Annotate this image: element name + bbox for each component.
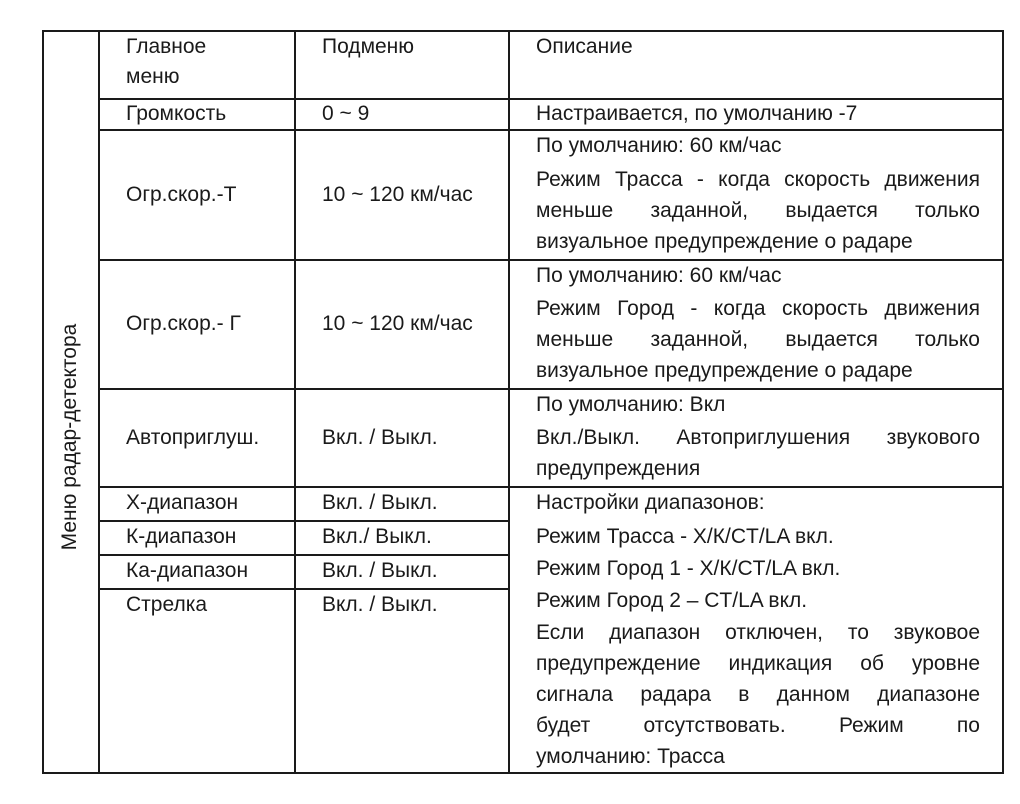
column-divider (294, 30, 296, 774)
band-desc-line: Режим Город 1 - Х/К/CT/LA вкл. (536, 557, 841, 580)
side-label-text: Меню радар-детектора (58, 323, 81, 551)
row-desc-speed-t-line: меньше заданной, выдается только (536, 199, 980, 222)
row-main-automute: Автоприглуш. (126, 426, 260, 449)
radar-menu-table (42, 30, 1004, 774)
row-sub-volume: 0 ~ 9 (322, 102, 370, 125)
row-desc-automute-line: По умолчанию: Вкл (536, 393, 726, 416)
row-main-ka-band: Ка-диапазон (126, 559, 249, 582)
band-desc-line: Если диапазон отключен, то звуковое (536, 621, 980, 644)
row-sub-ka-band: Вкл. / Выкл. (322, 559, 438, 582)
row-desc-speed-g-line: меньше заданной, выдается только (536, 328, 980, 351)
row-desc-speed-g-line: По умолчанию: 60 км/час (536, 264, 782, 287)
row-desc-volume: Настраивается, по умолчанию -7 (536, 102, 858, 125)
row-main-x-band: Х-диапазон (126, 491, 239, 514)
table-border-right (1002, 30, 1004, 774)
band-desc-line: Настройки диапазонов: (536, 491, 765, 514)
row-desc-speed-t-line: По умолчанию: 60 км/час (536, 134, 782, 157)
header-submenu: Подменю (322, 35, 415, 58)
row-sub-automute: Вкл. / Выкл. (322, 426, 438, 449)
row-main-volume: Громкость (126, 102, 227, 125)
band-desc-line: умолчанию: Трасса (536, 745, 725, 768)
column-divider (508, 30, 510, 774)
row-sub-arrow: Вкл. / Выкл. (322, 593, 438, 616)
band-desc-line: Режим Город 2 – CT/LA вкл. (536, 589, 808, 612)
row-sub-x-band: Вкл. / Выкл. (322, 491, 438, 514)
row-desc-speed-g-line: Режим Город - когда скорость движения (536, 297, 980, 320)
row-main-speed-t: Огр.скор.-Т (126, 183, 237, 206)
row-sub-k-band: Вкл./ Выкл. (322, 525, 432, 548)
band-desc-line: будет отсутствовать. Режим по (536, 714, 980, 737)
row-desc-automute-line: Вкл./Выкл. Автоприглушения звукового (536, 426, 980, 449)
band-desc-line: сигнала радара в данном диапазоне (536, 683, 980, 706)
row-sub-speed-t: 10 ~ 120 км/час (322, 183, 473, 206)
row-desc-speed-g-line: визуальное предупреждение о радаре (536, 359, 913, 382)
column-divider (98, 30, 100, 774)
band-desc-line: Режим Трасса - Х/К/CT/LA вкл. (536, 525, 834, 548)
table-border-bottom (42, 772, 1004, 774)
side-label (42, 100, 98, 774)
header-description: Описание (536, 35, 633, 58)
row-main-arrow: Стрелка (126, 593, 208, 616)
row-desc-speed-t-line: Режим Трасса - когда скорость движения (536, 168, 980, 191)
header-main-menu-line2: меню (126, 65, 180, 88)
row-desc-speed-t-line: визуальное предупреждение о радаре (536, 230, 913, 253)
row-desc-automute-line: предупреждения (536, 457, 701, 480)
band-desc-line: предупреждение индикация об уровне (536, 652, 980, 675)
row-main-k-band: К-диапазон (126, 525, 237, 548)
header-main-menu-line1: Главное (126, 35, 207, 58)
row-sub-speed-g: 10 ~ 120 км/час (322, 312, 473, 335)
row-main-speed-g: Огр.скор.- Г (126, 312, 241, 335)
